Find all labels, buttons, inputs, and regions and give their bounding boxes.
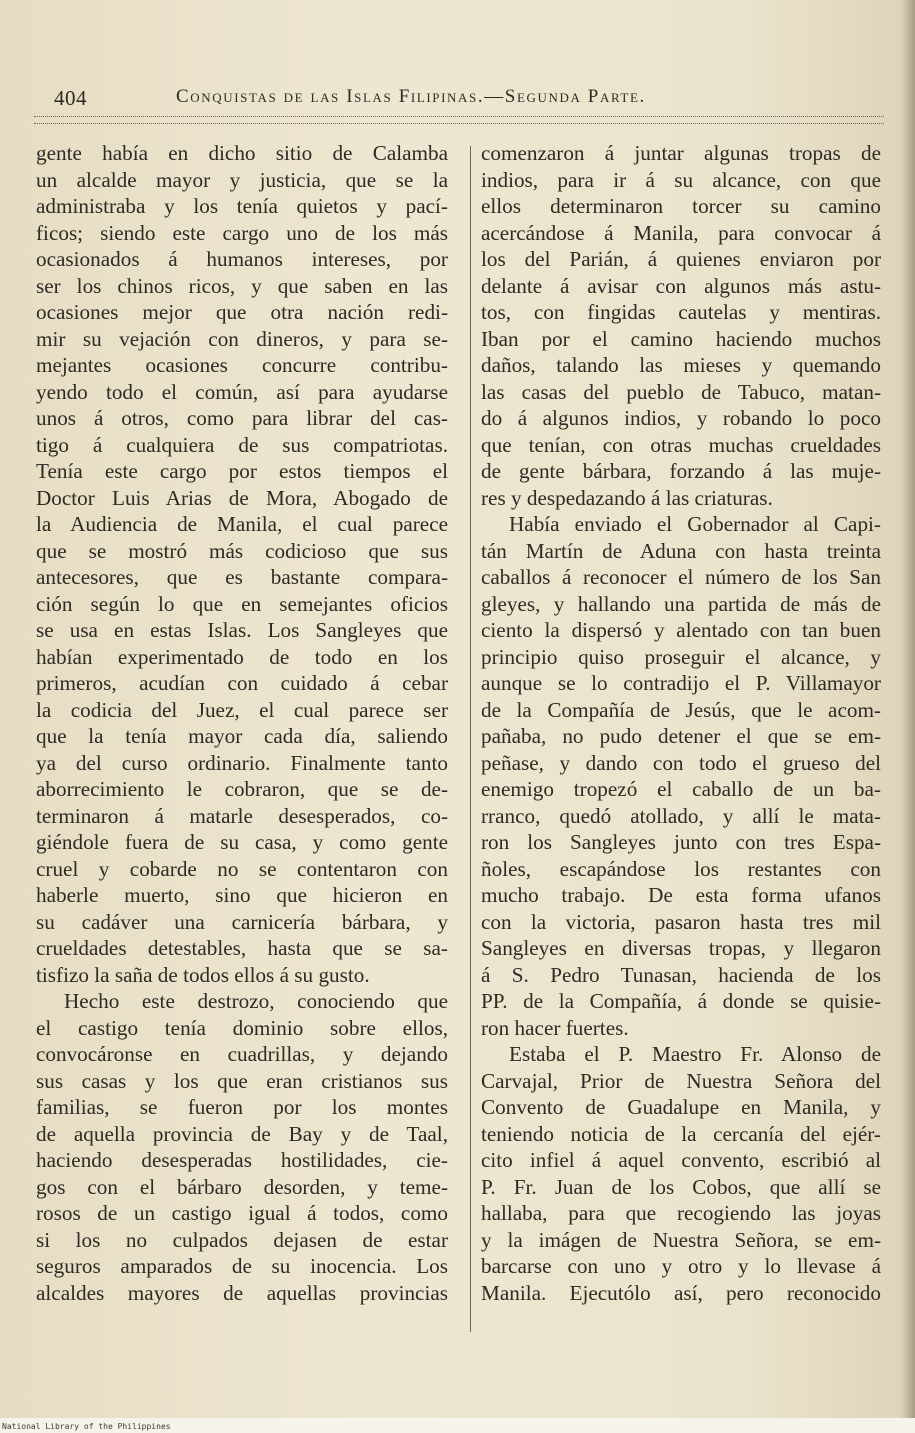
text-line: barcarse con uno y otro y lo llevase á (481, 1254, 881, 1278)
text-line: sus casas y los que eran cristianos sus (36, 1068, 448, 1093)
text-line: que la tenía mayor cada día, saliendo (36, 724, 448, 748)
text-line: ser los chinos ricos, y que saben en las (36, 273, 448, 298)
text-line: gos con el bárbaro desorden, y teme- (36, 1174, 448, 1199)
text-line: y la imágen de Nuestra Señora, se em- (481, 1227, 881, 1252)
text-line: aunque se lo contradijo el P. Villamayor (481, 671, 881, 695)
text-line: terminaron á matarle desesperados, co- (36, 803, 448, 828)
text-line: gleyes, y hallando una partida de más de (481, 591, 881, 616)
text-line: tisfizo la saña de todos ellos á su gusto. (36, 962, 370, 987)
text-line: unos á otros, como para librar del cas- (36, 406, 448, 430)
text-line: Había enviado el Gobernador al Capi- (509, 512, 881, 536)
text-line: crueldades detestables, hasta que se sa- (36, 936, 448, 960)
text-line: ocasionados á humanos intereses, por (36, 247, 448, 271)
text-line: de aquella provincia de Bay y de Taal, (36, 1121, 448, 1146)
text-line: su cadáver una carnicería bárbara, y (36, 909, 448, 934)
text-line: peñase, y dando con todo el grueso del (481, 750, 881, 775)
text-line: cruel y cobarde no se contentaron con (36, 856, 448, 881)
text-line: tos, con fingidas cautelas y mentiras. (481, 300, 881, 324)
text-line: Hecho este destrozo, conociendo que (64, 989, 448, 1013)
text-line: daños, talando las mieses y quemando (481, 353, 881, 377)
text-line: haciendo desesperadas hostilidades, cie- (36, 1148, 448, 1172)
text-line: Manila. Ejecutólo así, pero reconocido (481, 1280, 881, 1305)
text-line: caballos á reconocer el número de los San (481, 565, 881, 589)
text-line: las casas del pueblo de Tabuco, matan- (481, 379, 881, 404)
text-line: que tenían, con otras muchas crueldades (481, 432, 881, 457)
text-line: comenzaron á juntar algunas tropas de (481, 141, 881, 165)
text-line: de gente bárbara, forzando á las muje- (481, 459, 881, 483)
text-line: hallaba, para que recogiendo las joyas (481, 1201, 881, 1225)
text-line: res y despedazando á las criaturas. (481, 485, 773, 510)
text-line: convocáronse en cuadrillas, y dejando (36, 1042, 448, 1066)
text-line: habían experimentado de todo en los (36, 644, 448, 669)
text-line: familias, se fueron por los montes (36, 1095, 448, 1119)
text-line: principio quiso proseguir el alcance, y (481, 644, 881, 669)
text-line: ya del curso ordinario. Finalmente tanto (36, 750, 448, 775)
text-line: haberle muerto, sino que hicieron en (36, 883, 448, 907)
text-line: de la Compañía de Jesús, que le acom- (481, 697, 881, 722)
text-line: indios, para ir á su alcance, con que (481, 167, 881, 192)
right-column (481, 140, 881, 1306)
text-line: Doctor Luis Arias de Mora, Abogado de (36, 485, 448, 510)
text-line: acercándose á Manila, para convocar á (481, 220, 881, 245)
text-line: ellos determinaron torcer su camino (481, 194, 881, 218)
text-line: que se mostró más codicioso que sus (36, 538, 448, 563)
text-line: tán Martín de Aduna con hasta treinta (481, 538, 881, 563)
text-line: ciento la dispersó y alentado con tan buen (481, 618, 881, 642)
text-line: rosos de un castigo igual á todos, como (36, 1201, 448, 1225)
text-line: PP. de la Compañía, á donde se quisie- (481, 989, 881, 1013)
text-line: giéndole fuera de su casa, y como gente (36, 830, 448, 854)
text-line: ron hacer fuertes. (481, 1015, 629, 1040)
page-header (0, 82, 915, 112)
text-line: la codicia del Juez, el cual parece ser (36, 697, 448, 722)
text-line: si los no culpados dejasen de estar (36, 1227, 448, 1252)
text-line: do á algunos indios, y robando lo poco (481, 406, 881, 430)
text-line: pañaba, no pudo detener el que se em- (481, 724, 881, 748)
text-line: el castigo tenía dominio sobre ellos, (36, 1015, 448, 1040)
text-line: ron los Sangleyes junto con tres Espa- (481, 830, 881, 854)
text-line: cito infiel á aquel convento, escribió al (481, 1148, 881, 1172)
text-line: ción según lo que en semejantes oficios (36, 591, 448, 616)
text-line: mucho trabajo. De esta forma ufanos (481, 883, 881, 907)
running-title: Conquistas de las Islas Filipinas.—Segunda Parte. (176, 86, 646, 107)
text-line: Convento de Guadalupe en Manila, y (481, 1095, 881, 1119)
text-line: rranco, quedó atollado, y allí le mata- (481, 803, 881, 828)
text-line: la Audiencia de Manila, el cual parece (36, 512, 448, 536)
text-line: teniendo noticia de la cercanía del ejér- (481, 1121, 881, 1146)
text-line: ocasiones mejor que otra nación redi- (36, 300, 448, 324)
text-line: Tenía este cargo por estos tiempos el (36, 459, 448, 483)
library-credit: National Library of the Philippines (2, 1422, 171, 1431)
text-line: se usa en estas Islas. Los Sangleyes que (36, 618, 448, 642)
text-line: con la victoria, pasaron hasta tres mil (481, 909, 881, 934)
header-rule (34, 116, 884, 124)
text-line: Iban por el camino haciendo muchos (481, 326, 881, 351)
text-line: aborrecimiento le cobraron, que se de- (36, 777, 448, 801)
column-divider (470, 146, 471, 1332)
text-line: ficos; siendo este cargo uno de los más (36, 220, 448, 245)
text-line: Carvajal, Prior de Nuestra Señora del (481, 1068, 881, 1093)
text-line: yendo todo el común, así para ayudarse (36, 379, 448, 404)
text-line: delante á avisar con algunos más astu- (481, 273, 881, 298)
text-line: á S. Pedro Tunasan, hacienda de los (481, 962, 881, 987)
text-line: administraba y los tenía quietos y pací- (36, 194, 448, 218)
text-line: enemigo tropezó el caballo de un ba- (481, 777, 881, 801)
text-line: seguros amparados de su inocencia. Los (36, 1254, 448, 1278)
text-line: Estaba el P. Maestro Fr. Alonso de (509, 1042, 881, 1066)
text-line: un alcalde mayor y justicia, que se la (36, 167, 448, 192)
text-line: mejantes ocasiones concurre contribu- (36, 353, 448, 377)
text-line: ñoles, escapándose los restantes con (481, 856, 881, 881)
page-number: 404 (54, 86, 87, 110)
left-column (36, 140, 448, 1306)
text-line: P. Fr. Juan de los Cobos, que allí se (481, 1174, 881, 1199)
text-line: mir su vejación con dineros, y para se- (36, 326, 448, 351)
text-line: gente había en dicho sitio de Calamba (36, 141, 448, 165)
text-line: tigo á cualquiera de sus compatriotas. (36, 432, 448, 457)
text-line: antecesores, que es bastante compara- (36, 565, 448, 589)
text-line: los del Parián, á quienes enviaron por (481, 247, 881, 271)
text-line: Sangleyes en diversas tropas, y llegaron (481, 936, 881, 960)
page-edge-shadow (901, 0, 915, 1433)
text-line: alcaldes mayores de aquellas provincias (36, 1280, 448, 1305)
text-line: primeros, acudían con cuidado á cebar (36, 671, 448, 695)
